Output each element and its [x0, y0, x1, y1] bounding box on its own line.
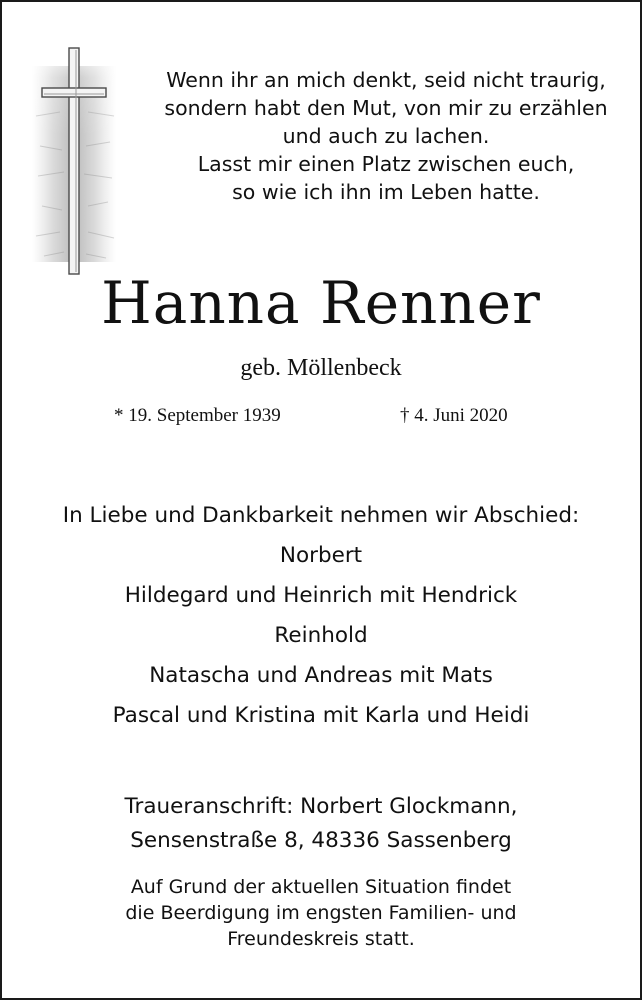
- address-line: Sensenstraße 8, 48336 Sassenberg: [130, 828, 512, 853]
- cross-icon: [30, 46, 118, 278]
- poem-line: Lasst mir einen Platz zwischen euch,: [197, 152, 575, 176]
- poem-line: und auch zu lachen.: [282, 124, 490, 148]
- deceased-name: Hanna Renner: [101, 269, 541, 337]
- address-line: Traueranschrift: Norbert Glockmann,: [124, 794, 518, 819]
- funeral-note-line: die Beerdigung im engsten Familien- und: [125, 902, 517, 924]
- mourner-name: Pascal und Kristina mit Karla und Heidi: [112, 703, 530, 728]
- poem-line: Wenn ihr an mich denkt, seid nicht traurig,: [166, 68, 606, 92]
- mourners-intro: In Liebe und Dankbarkeit nehmen wir Abschied:: [62, 503, 580, 528]
- mourning-address: [2, 790, 640, 858]
- funeral-note-line: Freundeskreis statt.: [227, 928, 415, 950]
- mourner-name: Natascha und Andreas mit Mats: [149, 663, 493, 688]
- birth-name: geb. Möllenbeck: [240, 355, 402, 381]
- mourners-list: [2, 496, 640, 736]
- mourner-name: Reinhold: [274, 623, 368, 648]
- poem-line: so wie ich ihn im Leben hatte.: [232, 180, 540, 204]
- poem-line: sondern habt den Mut, von mir zu erzählen: [164, 96, 608, 120]
- memorial-poem: [138, 66, 634, 206]
- funeral-note: [2, 874, 640, 952]
- death-date: † 4. Juni 2020: [400, 405, 508, 426]
- funeral-note-line: Auf Grund der aktuellen Situation findet: [130, 876, 512, 898]
- mourner-name: Norbert: [279, 543, 363, 568]
- mourner-name: Hildegard und Heinrich mit Hendrick: [124, 583, 518, 608]
- birth-date: * 19. September 1939: [114, 405, 281, 426]
